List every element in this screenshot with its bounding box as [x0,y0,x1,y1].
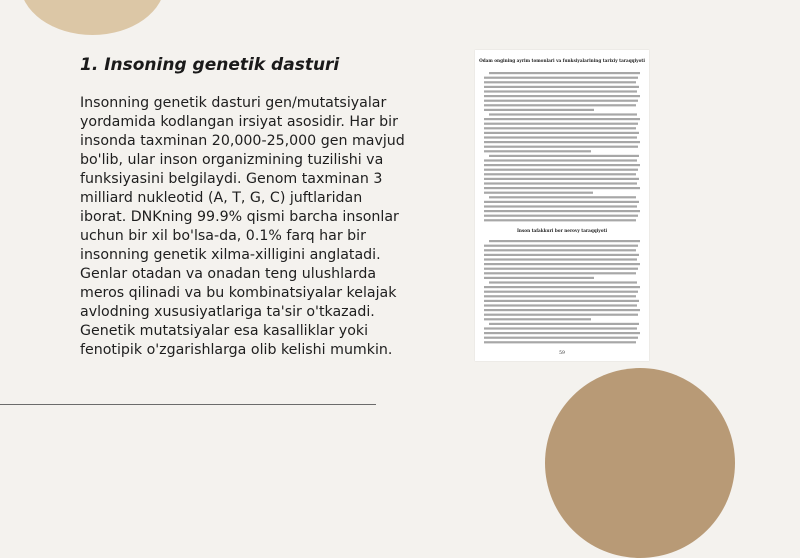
document-text-line [484,100,638,102]
document-page-number: 59 [559,351,565,356]
document-text-line [484,173,636,175]
document-text-line [484,249,636,251]
document-page-image [475,50,649,361]
document-text-line [484,192,593,194]
document-text-line [484,304,637,306]
slide-body-text: Insonning genetik dasturi gen/mutatsiyalar yordamida kodlangan irsiyat asosidir. Har bir insonda taxminan 20,000-25,000 gen mavjud bo'lib, ular inson organizmining tuzilishi va funksiyasini belgilaydi. Genom taxminan 3 milliard nukleotid (A, T, G, C) juftlaridan iborat. DNKning 99.9% qismi barcha insonlar uchun bir xil bo'lsa-da, 0.1% farq har bir insonning genetik xilma-xilligini anglatadi. Genlar otadan va onadan teng ulushlarda meros qilinadi va bu kombinatsiyalar kelajak avlodning xususiyatlariga ta'sir o'tkazadi. Genetik mutatsiyalar esa kasalliklar yoki fenotipik o'zgarishlarga olib kelishi mumkin. [80,95,405,358]
document-text-line [484,286,640,288]
document-text-line [484,187,640,189]
document-text-line [484,272,636,274]
document-text-line [484,332,640,334]
document-text-line [489,323,639,325]
document-text-line [484,341,636,343]
document-text-line [484,314,638,316]
document-text-line [484,268,638,270]
document-text-line [484,81,636,83]
document-text-line [484,327,637,329]
document-text-lines-top [484,72,640,221]
document-text-line [489,155,639,157]
document-text-line [484,90,637,92]
decorative-circle-bottom [545,368,735,558]
document-text-line [484,136,637,138]
document-text-line [484,86,639,88]
document-text-line [489,196,636,198]
document-text-line [489,113,637,115]
document-text-line [484,141,640,143]
document-text-line [484,123,638,125]
document-text-line [484,95,640,97]
document-text-line [484,205,637,207]
document-text-line [484,318,591,320]
document-text-line [484,254,639,256]
document-text-line [484,127,636,129]
document-text-line [484,277,594,279]
document-text-line [484,104,636,106]
document-text-line [484,300,639,302]
document-text-line [484,201,639,203]
document-text-line [484,159,637,161]
document-text-line [484,118,640,120]
document-text-line [484,291,638,293]
document-text-line [484,178,639,180]
document-text-lines-bottom [484,240,640,343]
decorative-circle-top [20,0,165,35]
document-heading: Odam ongining ayrim tomonlari va funksiyalarining tarixiy taraqqiyoti [479,58,645,63]
divider-line [0,404,376,405]
document-text-line [484,263,640,265]
slide-title: 1. Insoning genetik dasturi [80,55,340,75]
document-text-line [489,72,640,74]
document-text-line [484,109,594,111]
document-text-line [484,164,640,166]
document-text-line [484,210,640,212]
document-text-line [484,146,638,148]
document-text-line [484,295,636,297]
document-text-line [489,281,637,283]
document-text-line [484,182,637,184]
document-text-line [484,150,591,152]
document-text-line [489,240,640,242]
document-text-line [484,215,638,217]
document-text-line [484,169,638,171]
document-text-line [484,77,638,79]
document-text-line [484,337,638,339]
document-text-line [484,309,640,311]
document-text-line [484,132,639,134]
document-text-line [484,219,636,221]
document-text-line [484,258,637,260]
document-subheading: Inson tafakkuri bor nerovy taraqqiyoti [516,228,608,233]
document-text-line [484,245,638,247]
